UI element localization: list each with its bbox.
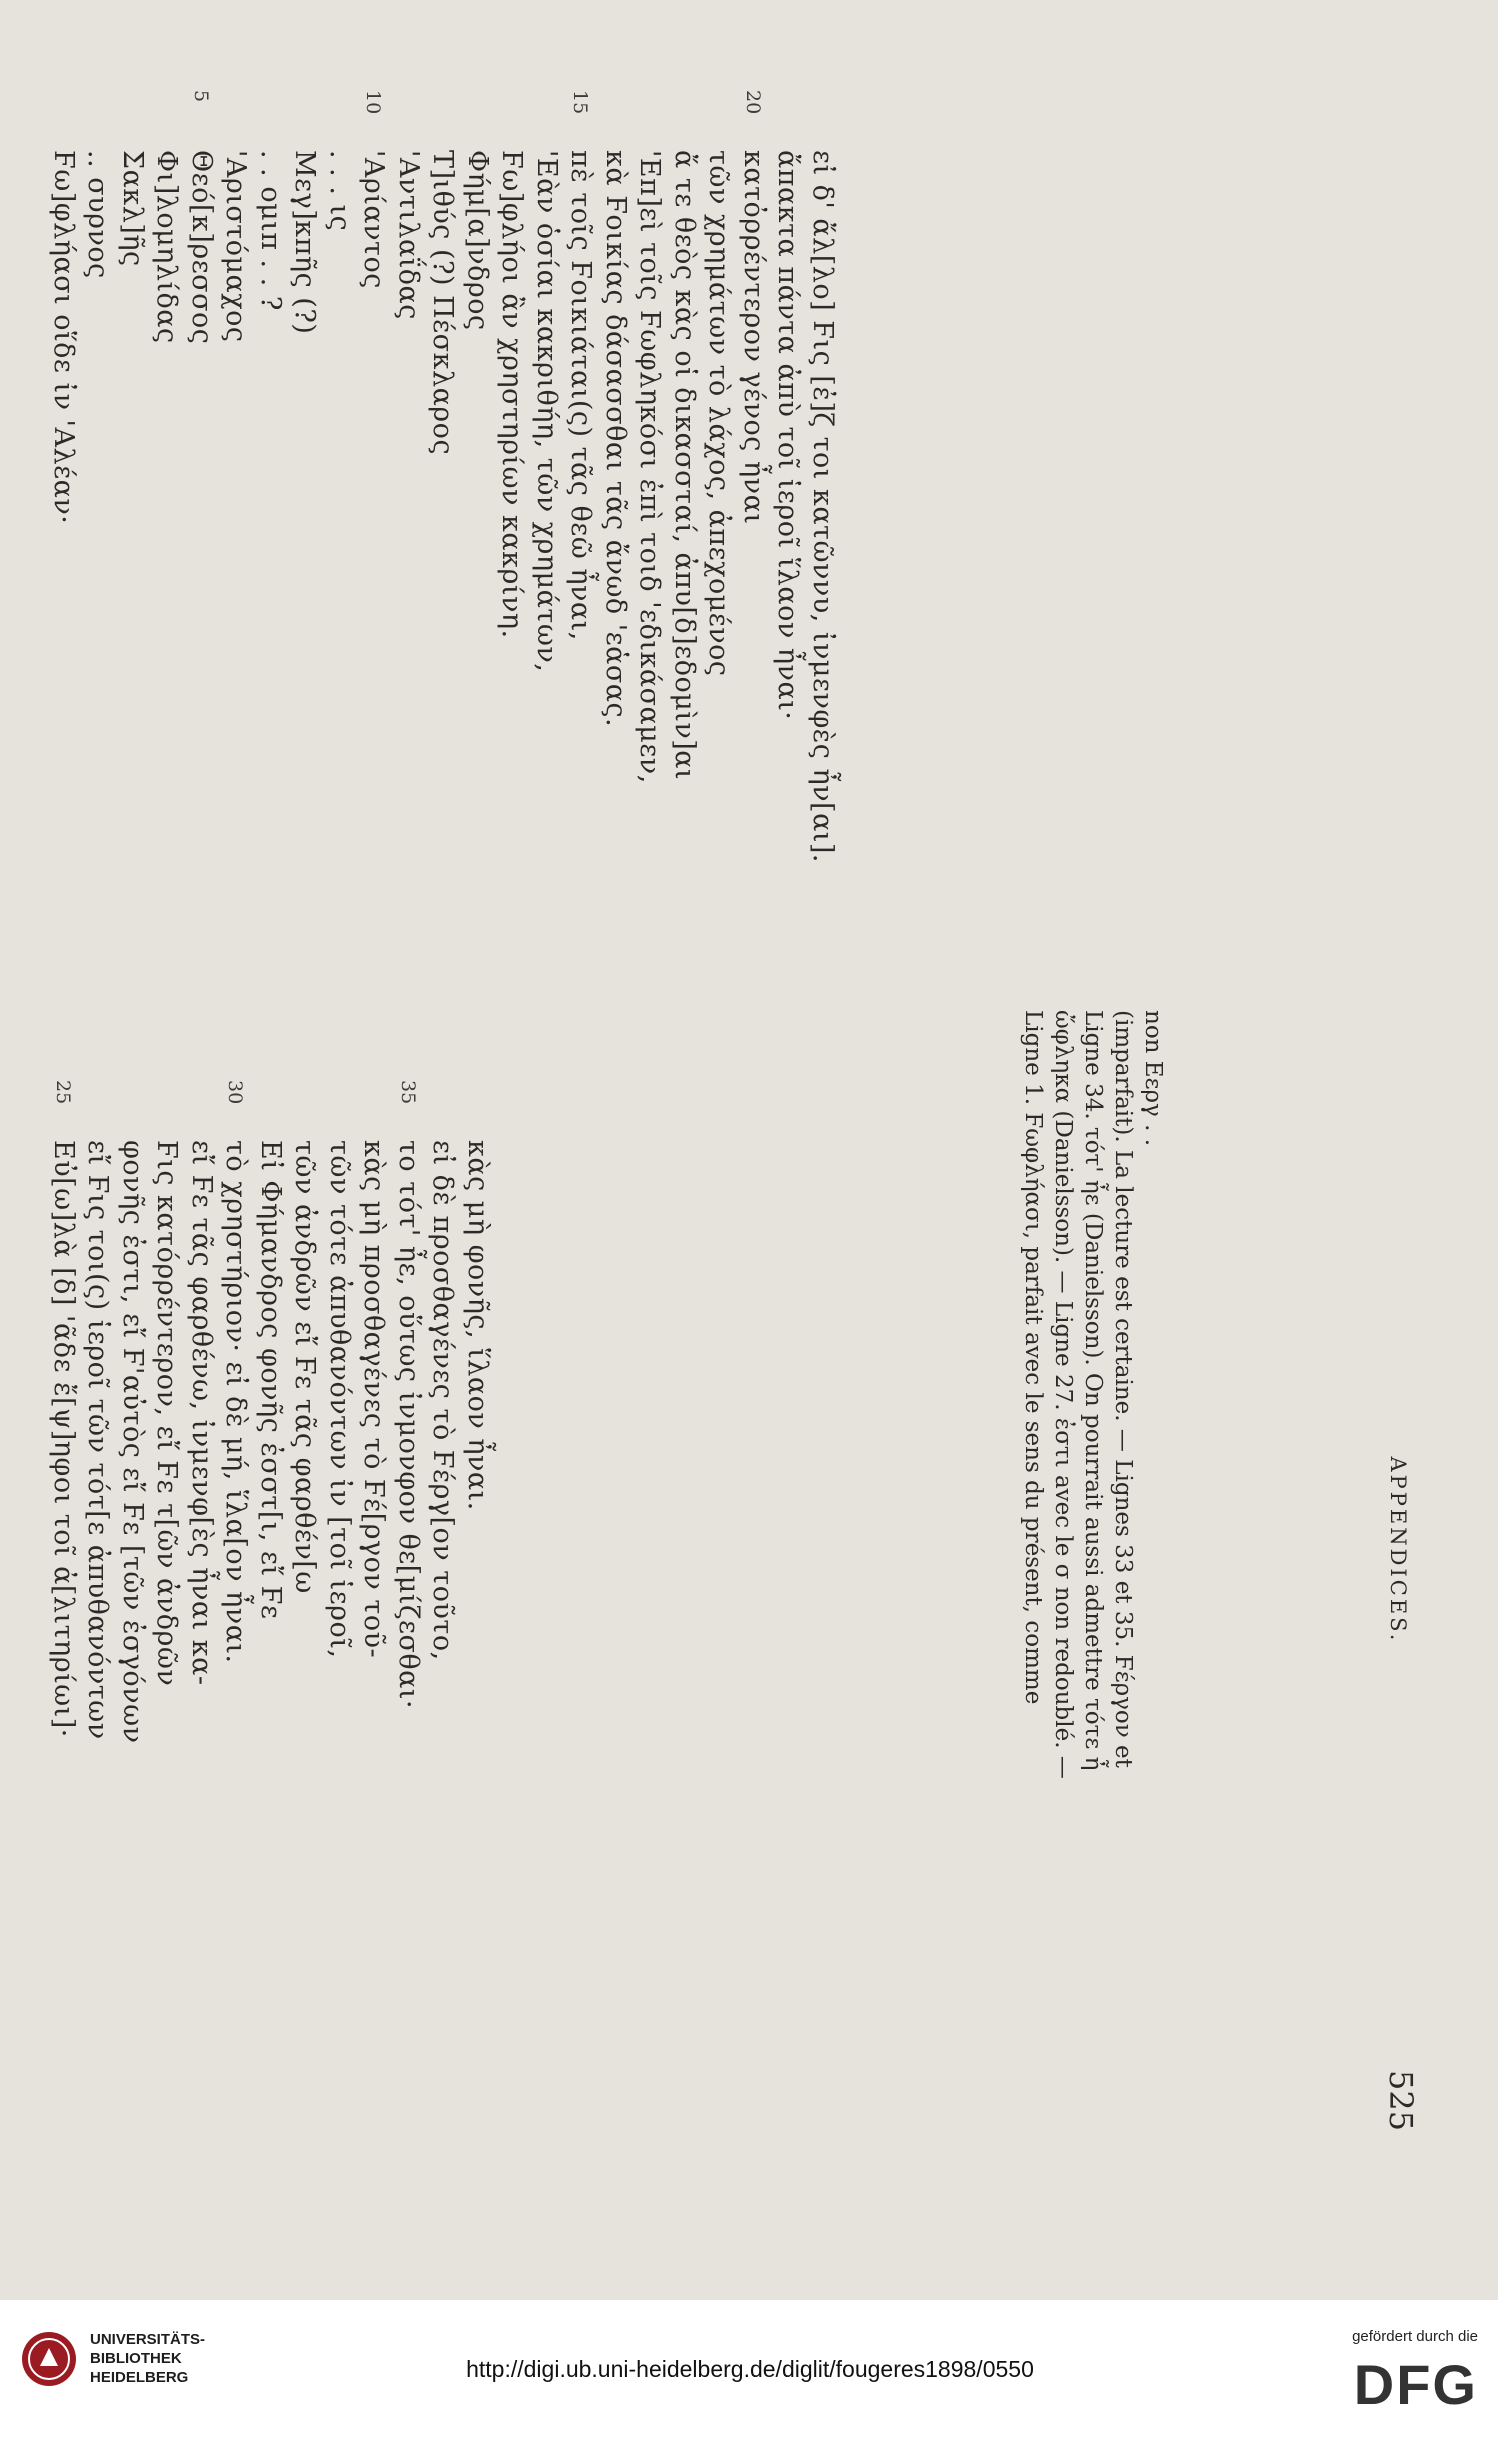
inscription-line: Ϝω]φλήασι οἵδε ἰν 'Αλέαν· [48,150,79,525]
inscription-line: Μεγ]κπῆς (?) [289,150,321,335]
note-line: (imparfait). La lecture est certaine. — Lignes 33 et 35. Ϝέργον et [1110,1010,1136,1768]
inscription-line: τὸ χρηστήριον· εἰ δὲ μή, ἵλα[ον ἦναι. [220,1140,252,1664]
note-line: Ligne 34. τότ' ἦε (Danielsson). On pourrait aussi admettre τότε ἦ [1080,1010,1106,1771]
inscription-line: το τότ' ἦε, οὕτως ἰνμονφον θε[μίζεσθαι· [393,1140,424,1710]
inscription-line: φονῆς ἐστι, εἴ Ϝ'αὐτὸς εἴ Ϝε [τῶν ἐσγόνων [117,1140,148,1744]
funding-note: gefördert durch die [1352,2328,1478,2345]
university-seal-icon [20,2330,78,2388]
source-url-link[interactable]: http://digi.ub.uni-heidelberg.de/diglit/fougeres1898/0550 [466,2356,1034,2382]
inscription-line: εἴ Ϝε τᾶς φαρθένω, ἰνμενφ[ὲς ἦναι κα- [186,1140,217,1686]
line-number: 20 [742,90,764,115]
footer-bar [0,2300,1498,2438]
inscription-line: Ϝις κατόρρέντερον, εἴ Ϝε τ[ῶν ἀνδρῶν [151,1140,183,1687]
inscription-line: τῶν ἀνδρῶν εἴ Ϝε τᾶς φαρθέν[ω [289,1140,321,1594]
library-name [90,2330,205,2387]
inscription-line: Τ]ιθύς (?) Πέσκλαρος [427,150,459,456]
inscription-line: Φήμ[α]νδρος [462,150,493,331]
line-number: 35 [397,1080,419,1105]
inscription-line: ἄπακτα πάντα ἀπὺ τοῖ ἱεροῖ ἵλαον ἦναι· [772,150,804,721]
line-number: 5 [190,90,212,103]
commentary-notes [1018,1010,1168,2110]
inscription-line: 'Αρίαντος [358,150,390,289]
inscription-line: 'Αριστόμαχος [220,150,252,343]
inscription-line: Φι]λομηλίδας [151,150,183,344]
line-number: 30 [224,1080,247,1105]
left-column [0,90,1498,1090]
line-number: 15 [569,90,592,115]
inscription-line: Ϝω]φλήοι ἂν χρηστηρίων κακρίνη. [496,150,528,639]
inscription-line: κὰς μὴ προσθαγένες τὸ Ϝέ[ργον τοῦ- [358,1140,390,1659]
library-name-line: BIBLIOTHEK [90,2350,182,2367]
inscription-line: πὲ τοῖς Ϝοικιάται(ς) τᾶς θεῶ ἦναι, [565,150,597,641]
inscription-line: .. συρνος [82,150,114,279]
inscription-line: . . . ις [324,150,355,232]
inscription-line: 'Εὰν ὁσίαι κακριθήη, τῶν χρημάτων, [531,150,562,673]
note-line: Ligne 1. Ϝωφλήασι, parfait avec le sens du présent, comme [1020,1010,1046,1705]
inscription-line: Θεό[κ]ρεσσος [186,150,217,345]
page-number: 525 [1382,2070,1420,2132]
inscription-line: εἴ Ϝις τοι(ς) ἱεροῖ τῶν τότ[ε ἀπυθανόντων [82,1140,114,1740]
dfg-logo: DFG [1353,2353,1478,2416]
inscription-line: ἄ τε θεὸς κὰς οἱ δικασσταί, ἀπυ[δ]εδομὶν]αι [669,150,700,781]
inscription-line: 'Αντιλαΐδας [393,150,424,320]
inscription-line: τῶν τότε ἀπυθανόντων ἰν [τοῖ ἱεροῖ, [324,1140,355,1659]
inscription-line: κὰς μὴ φονῆς, ἵλαον ἦναι. [462,1140,493,1511]
note-line: non Εεργ . . [1140,1010,1166,1147]
inscription-line: κὰ Ϝοικίας δάσασσθαι τᾶς ἄνωδ 'εἁσας. [600,150,631,728]
inscription-line: Εὐ[ω]λὰ [δ] 'ᾶδε ἔ[ψ]ηφοι τοῖ ἀ[λιτηρίωι]· [48,1140,79,1738]
inscription-line: τῶν χρημάτων τὸ λάχος, ἀπεχομένος [703,150,735,677]
inscription-line: Εἰ Φήμανδρος φονῆς ἐσστ[ι, εἴ Ϝε [255,1140,286,1620]
inscription-line: . . ομιπ . . ? [255,150,286,311]
inscription-line: Σακλ]ῆς [117,150,148,267]
inscription-line: 'Επ]εὶ τοῖς Ϝωφληκόσι ἐπὶ τοιδ 'εδικάσαμεν, [634,150,666,784]
right-column [0,1080,1498,2080]
note-line: ὤφληκα (Danielsson). — Ligne 27. ἐστι avec le σ non redoublé. — [1050,1010,1076,1779]
line-number: 25 [52,1080,74,1105]
line-number: 10 [362,90,385,115]
inscription-line: κατὀρρέντερον γένος ἦναι [738,150,769,525]
library-name-line: HEIDELBERG [90,2369,189,2386]
inscription-line: εἰ δὲ προσθαγένες τὸ Ϝέργ[ον τοῦτο, [427,1140,459,1661]
inscription-line: εἰ δ' ἄλ[λο] Ϝις [ἐ]ζ τοι κατῶννυ, ἰνμενφὲς ἦν[αι]. [807,150,838,864]
library-name-line: UNIVERSITÄTS- [90,2331,206,2348]
running-head: APPENDICES. [1386,1456,1410,1644]
